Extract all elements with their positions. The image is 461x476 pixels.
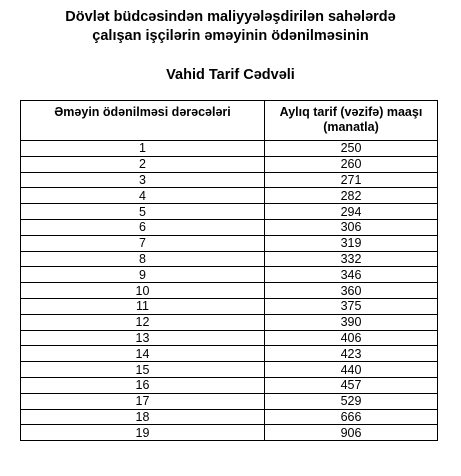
cell-grade: 5	[21, 204, 265, 220]
cell-salary: 440	[265, 362, 438, 378]
cell-grade: 12	[21, 314, 265, 330]
cell-grade: 14	[21, 346, 265, 362]
table-row	[21, 267, 438, 283]
title-line-2: çalışan işçilərin əməyinin ödənilməsinin	[92, 28, 369, 44]
cell-salary: 906	[265, 425, 438, 441]
table-row	[21, 362, 438, 378]
table-row	[21, 377, 438, 393]
cell-salary: 375	[265, 298, 438, 314]
tariff-table	[20, 100, 438, 441]
table-row	[21, 298, 438, 314]
header-grade: Əməyin ödənilməsi dərəcələri	[21, 101, 265, 141]
table-row	[21, 346, 438, 362]
cell-grade: 11	[21, 298, 265, 314]
cell-grade: 3	[21, 172, 265, 188]
cell-grade: 6	[21, 219, 265, 235]
cell-salary: 319	[265, 235, 438, 251]
document-subtitle: Vahid Tarif Cədvəli	[166, 67, 295, 83]
cell-grade: 16	[21, 377, 265, 393]
cell-grade: 15	[21, 362, 265, 378]
cell-salary: 271	[265, 172, 438, 188]
cell-salary: 360	[265, 283, 438, 299]
cell-salary: 346	[265, 267, 438, 283]
cell-grade: 9	[21, 267, 265, 283]
table-row	[21, 235, 438, 251]
cell-grade: 2	[21, 156, 265, 172]
cell-grade: 8	[21, 251, 265, 267]
cell-grade: 4	[21, 188, 265, 204]
table-header-row	[21, 101, 438, 141]
table-row	[21, 141, 438, 157]
table-body	[21, 141, 438, 441]
title-line-1: Dövlət büdcəsindən maliyyələşdirilən sahələrdə	[65, 9, 396, 25]
table-row	[21, 409, 438, 425]
table-row	[21, 283, 438, 299]
cell-grade: 1	[21, 141, 265, 157]
cell-salary: 423	[265, 346, 438, 362]
cell-grade: 19	[21, 425, 265, 441]
table-row	[21, 425, 438, 441]
cell-grade: 18	[21, 409, 265, 425]
cell-grade: 13	[21, 330, 265, 346]
table-row	[21, 156, 438, 172]
document-title	[0, 8, 461, 46]
cell-salary: 406	[265, 330, 438, 346]
cell-salary: 457	[265, 377, 438, 393]
cell-salary: 294	[265, 204, 438, 220]
table-row	[21, 314, 438, 330]
cell-salary: 282	[265, 188, 438, 204]
cell-grade: 17	[21, 393, 265, 409]
cell-salary: 306	[265, 219, 438, 235]
table-row	[21, 393, 438, 409]
table-row	[21, 204, 438, 220]
cell-salary: 390	[265, 314, 438, 330]
cell-salary: 332	[265, 251, 438, 267]
header-salary: Aylıq tarif (vəzifə) maaşı (manatla)	[265, 101, 438, 141]
cell-salary: 260	[265, 156, 438, 172]
cell-salary: 529	[265, 393, 438, 409]
table-row	[21, 188, 438, 204]
cell-grade: 7	[21, 235, 265, 251]
table-row	[21, 251, 438, 267]
cell-salary: 666	[265, 409, 438, 425]
table-row	[21, 172, 438, 188]
table-row	[21, 219, 438, 235]
cell-grade: 10	[21, 283, 265, 299]
cell-salary: 250	[265, 141, 438, 157]
table-row	[21, 330, 438, 346]
